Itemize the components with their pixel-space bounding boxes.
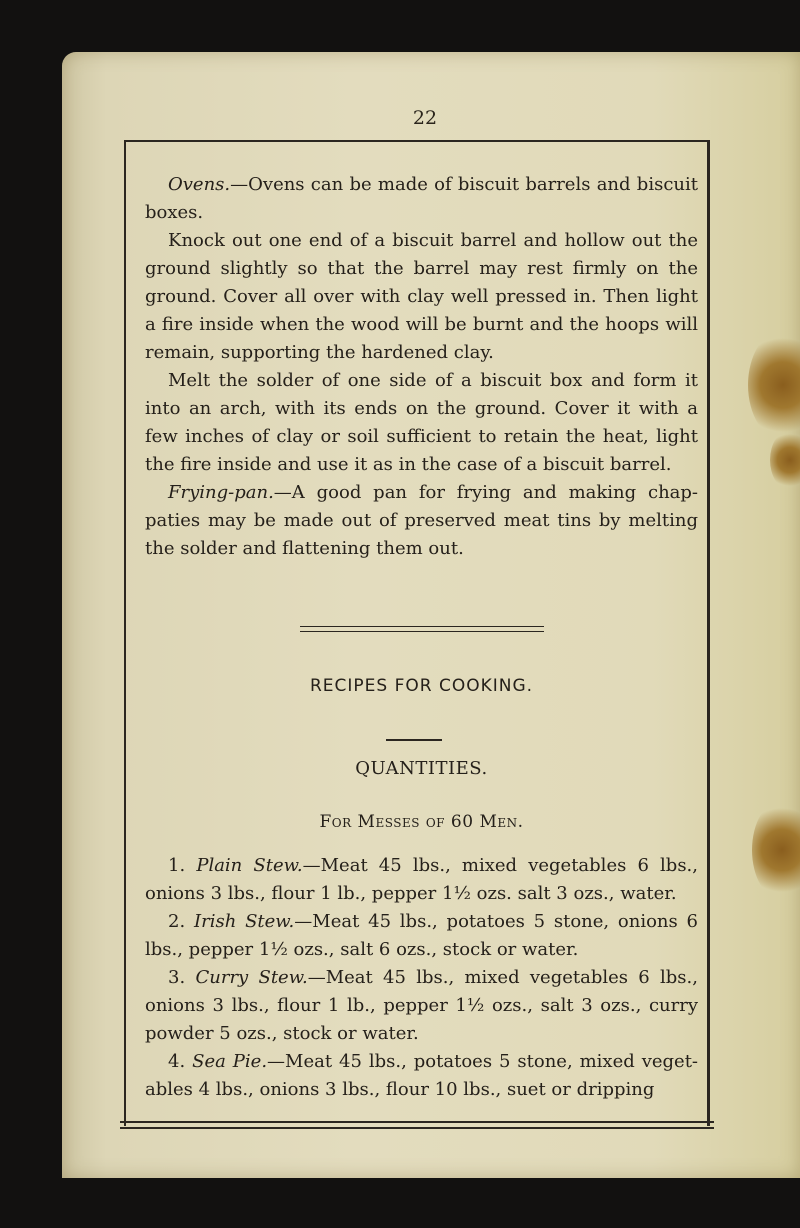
page-number: 22 <box>412 107 438 129</box>
recipe-text: —Meat 45 lbs., mixed vegetables 6 lbs., onions 3 lbs., flour 1 lb., pepper 1½ ozs., salt 3 ozs., curry powder 5 ozs., stock or water. <box>145 967 698 1044</box>
recipe-number: 4. <box>168 1051 186 1072</box>
recipe-number: 1. <box>168 855 186 876</box>
frame-bottom-rule <box>120 1127 714 1129</box>
frying-pan-text: —A good pan for frying and making chap-paties may be made out of preserved meat tins by melting the solder and flattening them out. <box>145 482 698 559</box>
recipe-item <box>145 1048 698 1104</box>
recipe-item <box>145 908 698 964</box>
recipe-text: —Meat 45 lbs., potatoes 5 stone, onions 6 lbs., pepper 1½ ozs., salt 6 ozs., stock or water. <box>145 911 698 960</box>
recipe-number: 2. <box>168 911 186 932</box>
frying-pan-paragraph <box>145 479 698 563</box>
recipe-item <box>145 852 698 908</box>
short-divider <box>386 739 442 741</box>
recipe-item <box>145 964 698 1048</box>
recipe-name: Sea Pie. <box>192 1051 268 1072</box>
frame-bottom-rule <box>120 1121 714 1123</box>
recipe-name: Irish Stew. <box>193 911 295 932</box>
ovens-box-paragraph: Melt the solder of one side of a biscuit box and form it into an arch, with its ends on the ground. Cover it with a few inches of clay or soil sufficient to retain the heat, light the fire inside and use it as in the case of a biscuit barrel. <box>145 370 698 475</box>
quantities-title: QUANTITIES. <box>355 758 488 779</box>
recipes-title: RECIPES FOR COOKING. <box>309 676 534 696</box>
recipe-list <box>145 852 698 1104</box>
frying-pan-heading: Frying-pan. <box>168 482 274 503</box>
ovens-section <box>145 171 698 563</box>
section-divider <box>300 626 544 627</box>
messes-subtitle: For Messes of 60 Men. <box>319 812 524 832</box>
recipe-text: —Meat 45 lbs., potatoes 5 stone, mixed veget-ables 4 lbs., onions 3 lbs., flour 10 lbs., suet or dripping <box>145 1051 699 1100</box>
recipe-number: 3. <box>168 967 186 988</box>
ovens-intro-text: —Ovens can be made of biscuit barrels and biscuit boxes. <box>145 174 698 223</box>
recipe-name: Plain Stew. <box>196 855 303 876</box>
recipe-text: —Meat 45 lbs., mixed vegetables 6 lbs., onions 3 lbs., flour 1 lb., pepper 1½ ozs. salt 3 ozs., water. <box>145 855 698 904</box>
ovens-heading: Ovens. <box>168 174 231 195</box>
recipe-name: Curry Stew. <box>195 967 308 988</box>
ovens-barrel-paragraph: Knock out one end of a biscuit barrel and hollow out the ground slightly so that the barrel may rest firmly on the ground. Cover all over with clay well pressed in. Then light a fire inside when the wood will be burnt and the hoops will remain, supporting the hardened clay. <box>145 230 698 363</box>
section-divider <box>300 631 544 632</box>
ovens-intro <box>145 171 698 227</box>
